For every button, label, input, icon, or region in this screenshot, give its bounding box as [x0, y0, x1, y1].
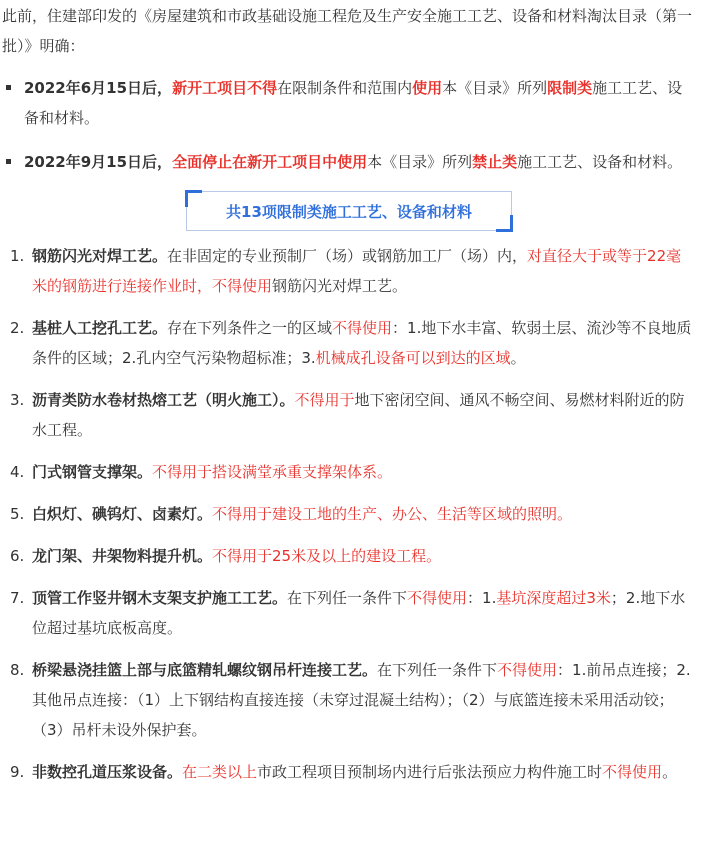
item-restriction-text: 不得用于建设工地的生产、办公、生活等区域的照明。 — [212, 505, 573, 523]
bullet-highlight: 使用 — [412, 79, 443, 97]
bullet-list — [2, 73, 696, 177]
item-number: 6. — [10, 547, 25, 565]
item-title: 门式钢管支撑架。 — [32, 463, 153, 481]
item-restriction-text: 基坑深度超过3米 — [496, 589, 611, 607]
item-restriction-text: 不得用于25米及以上的建设工程。 — [212, 547, 442, 565]
bullet-highlight: 新开工项目不得 — [172, 79, 278, 97]
bullet-item-1 — [2, 73, 696, 133]
restricted-items-list — [2, 241, 696, 787]
item-number: 2. — [10, 319, 25, 337]
item-title: 钢筋闪光对焊工艺。 — [32, 247, 168, 265]
list-item — [2, 583, 696, 643]
bullet-date: 2022年6月15日后， — [24, 79, 173, 97]
square-bullet-icon — [6, 159, 11, 164]
bullet-text: 施工工艺、设备和材料。 — [517, 153, 683, 171]
item-text: ：1.前吊点连接；2.其他吊点连接：（1）上下钢结构直接连接（未穿过混凝土结构）；（2）与底篮连接未采用活动铰；（3）吊杆未设外保护套。 — [32, 661, 691, 739]
item-text: 钢筋闪光对焊工艺。 — [272, 277, 408, 295]
section-heading-box — [186, 191, 512, 231]
item-number: 4. — [10, 463, 25, 481]
bullet-item-2 — [2, 147, 696, 177]
list-item — [2, 499, 696, 529]
item-number: 3. — [10, 391, 25, 409]
bullet-text: 本《目录》所列 — [367, 153, 473, 171]
list-item — [2, 757, 696, 787]
item-title: 沥青类防水卷材热熔工艺（明火施工）。 — [32, 391, 295, 409]
item-text: ；2.地下水位超过基坑底板高度。 — [32, 589, 686, 637]
item-text: 地下密闭空间、通风不畅空间、易燃材料附近的防水工程。 — [32, 391, 685, 439]
item-restriction-text: 不得使用 — [497, 661, 558, 679]
item-number: 9. — [10, 763, 25, 781]
item-text: 在非固定的专业预制厂（场）或钢筋加工厂（场）内， — [167, 247, 528, 265]
corner-bracket-icon — [496, 215, 513, 232]
bullet-text: 在限制条件和范围内 — [277, 79, 413, 97]
item-number: 1. — [10, 247, 25, 265]
list-item — [2, 655, 696, 745]
item-title: 桥梁悬浇挂篮上部与底篮精轧螺纹钢吊杆连接工艺。 — [32, 661, 378, 679]
bullet-highlight: 禁止类 — [472, 153, 518, 171]
item-restriction-text: 不得使用 — [332, 319, 393, 337]
item-restriction-text: 在二类以上 — [182, 763, 258, 781]
corner-bracket-icon — [185, 190, 202, 207]
list-item — [2, 541, 696, 571]
item-restriction-text: 机械成孔设备可以到达的区域 — [315, 349, 511, 367]
bullet-highlight: 限制类 — [547, 79, 593, 97]
item-restriction-text: 不得用于搭设满堂承重支撑架体系。 — [152, 463, 393, 481]
list-item — [2, 457, 696, 487]
item-text: ：1.地下水丰富、软弱土层、流沙等不良地质条件的区域；2.孔内空气污染物超标准；3. — [32, 319, 692, 367]
item-text: 市政工程项目预制场内进行后张法预应力构件施工时 — [257, 763, 603, 781]
square-bullet-icon — [6, 85, 11, 90]
section-heading-wrap — [2, 191, 696, 235]
list-item — [2, 385, 696, 445]
item-title: 基桩人工挖孔工艺。 — [32, 319, 168, 337]
item-restriction-text: 不得用于 — [294, 391, 355, 409]
item-text: 在下列任一条件下 — [287, 589, 408, 607]
list-item — [2, 241, 696, 301]
item-restriction-text: 不得使用 — [602, 763, 663, 781]
item-text: ：1. — [467, 589, 497, 607]
item-title: 白炽灯、碘钨灯、卤素灯。 — [32, 505, 213, 523]
section-heading: 共13项限制类施工工艺、设备和材料 — [226, 202, 472, 221]
item-restriction-text: 不得使用 — [407, 589, 468, 607]
intro-paragraph: 此前，住建部印发的《房屋建筑和市政基础设施工程危及生产安全施工工艺、设备和材料淘汰目录（第一批）》明确： — [2, 7, 693, 55]
item-restriction-text: 对直径大于或等于22毫米的钢筋进行连接作业时，不得使用 — [32, 247, 682, 295]
item-text: 。 — [510, 349, 526, 367]
bullet-text: 本《目录》所列 — [442, 79, 548, 97]
item-text: 在下列任一条件下 — [377, 661, 498, 679]
item-title: 非数控孔道压浆设备。 — [32, 763, 183, 781]
item-text: 。 — [662, 763, 678, 781]
item-title: 龙门架、井架物料提升机。 — [32, 547, 213, 565]
list-item — [2, 313, 696, 373]
item-number: 5. — [10, 505, 25, 523]
item-number: 7. — [10, 589, 25, 607]
item-text: 存在下列条件之一的区域 — [167, 319, 333, 337]
bullet-text: 施工工艺、设备和材料。 — [24, 79, 683, 127]
bullet-highlight: 全面停止在新开工项目中使用 — [172, 153, 368, 171]
bullet-date: 2022年9月15日后， — [24, 153, 173, 171]
item-number: 8. — [10, 661, 25, 679]
item-title: 顶管工作竖井钢木支架支护施工工艺。 — [32, 589, 288, 607]
